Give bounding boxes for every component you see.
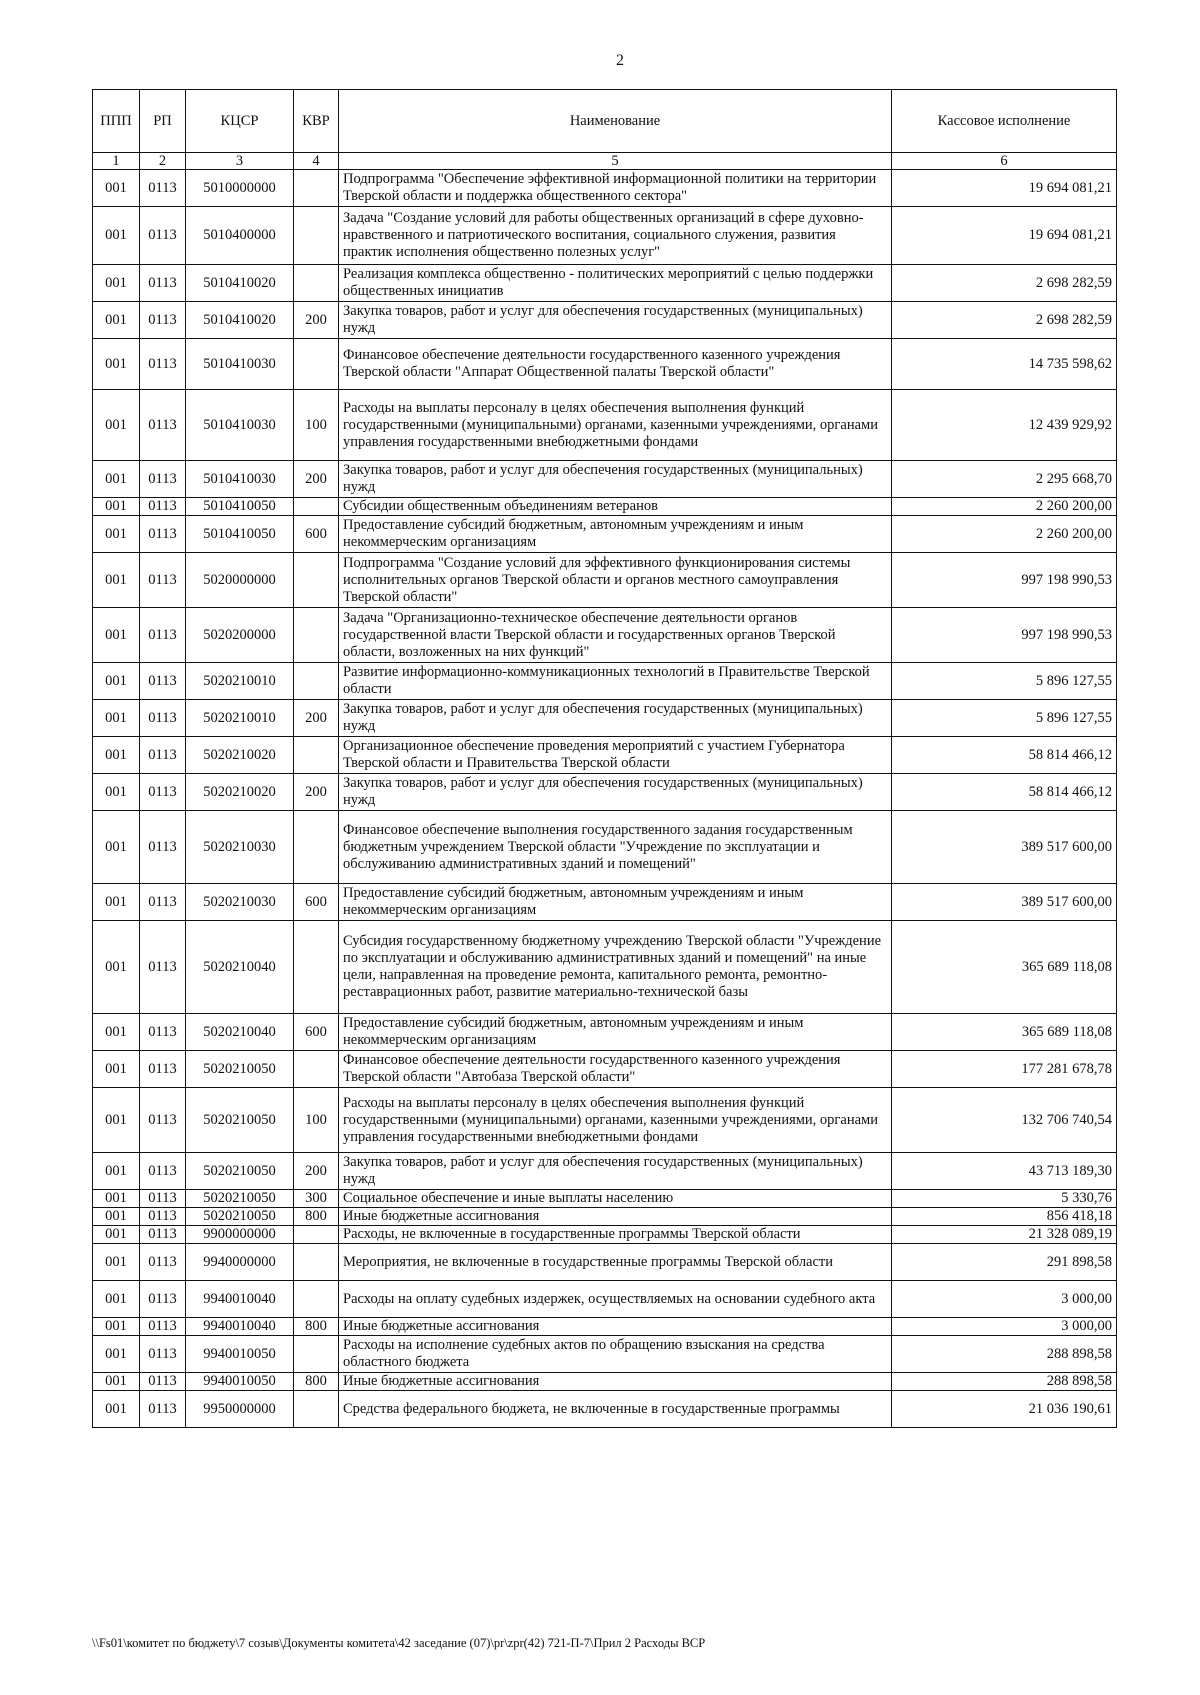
- row-amount-cell: 58 814 466,12: [892, 774, 1117, 811]
- row-kvr-cell: [294, 737, 339, 774]
- row-ppp-cell: 001: [93, 737, 140, 774]
- table-row: [93, 516, 1117, 553]
- row-kcsr-cell: 5020210040: [186, 921, 294, 1014]
- row-ppp-cell: 001: [93, 884, 140, 921]
- column-number: 5: [339, 153, 892, 170]
- row-amount-cell: 2 295 668,70: [892, 461, 1117, 498]
- row-kcsr-cell: 5020200000: [186, 608, 294, 663]
- row-ppp-cell: 001: [93, 608, 140, 663]
- table-row: [93, 390, 1117, 461]
- row-name-cell: Социальное обеспечение и иные выплаты населению: [339, 1190, 892, 1208]
- row-name-cell: Финансовое обеспечение выполнения государственного задания государственным бюджетным учреждением Тверской области "Учреждение по эксплуатации и обслуживанию административных зданий и помещений": [339, 811, 892, 884]
- table-row: [93, 1336, 1117, 1373]
- row-kcsr-cell: 5020210050: [186, 1208, 294, 1226]
- row-name-cell: Средства федерального бюджета, не включенные в государственные программы: [339, 1391, 892, 1428]
- table-row: [93, 461, 1117, 498]
- row-kvr-cell: [294, 1226, 339, 1244]
- row-amount-cell: 365 689 118,08: [892, 1014, 1117, 1051]
- row-name-cell: Предоставление субсидий бюджетным, автономным учреждениям и иным некоммерческим организациям: [339, 516, 892, 553]
- row-kvr-cell: 200: [294, 1153, 339, 1190]
- row-kcsr-cell: 5020210050: [186, 1051, 294, 1088]
- row-rp-cell: 0113: [140, 1153, 186, 1190]
- table-row: [93, 302, 1117, 339]
- row-ppp-cell: 001: [93, 921, 140, 1014]
- row-kcsr-cell: 5020210030: [186, 811, 294, 884]
- row-kcsr-cell: 9940010050: [186, 1373, 294, 1391]
- row-rp-cell: 0113: [140, 1088, 186, 1153]
- page-number: 2: [616, 52, 624, 69]
- row-ppp-cell: 001: [93, 1051, 140, 1088]
- row-name-cell: Расходы на выплаты персоналу в целях обеспечения выполнения функций государственными (муниципальными) органами, казенными учреждениями, органами управления государственными внебюджетными фондами: [339, 1088, 892, 1153]
- row-kvr-cell: [294, 1391, 339, 1428]
- row-kcsr-cell: 5020210010: [186, 700, 294, 737]
- row-rp-cell: 0113: [140, 774, 186, 811]
- row-ppp-cell: 001: [93, 1318, 140, 1336]
- row-kvr-cell: [294, 265, 339, 302]
- row-rp-cell: 0113: [140, 516, 186, 553]
- column-number: 4: [294, 153, 339, 170]
- row-kcsr-cell: 9940000000: [186, 1244, 294, 1281]
- row-name-cell: Закупка товаров, работ и услуг для обеспечения государственных (муниципальных) нужд: [339, 1153, 892, 1190]
- row-amount-cell: 14 735 598,62: [892, 339, 1117, 390]
- row-ppp-cell: 001: [93, 1153, 140, 1190]
- row-ppp-cell: 001: [93, 1391, 140, 1428]
- table-row: [93, 1088, 1117, 1153]
- row-kcsr-cell: 5010410050: [186, 516, 294, 553]
- header-amount: Кассовое исполнение: [892, 90, 1117, 153]
- row-kcsr-cell: 9940010040: [186, 1318, 294, 1336]
- row-name-cell: Развитие информационно-коммуникационных технологий в Правительстве Тверской области: [339, 663, 892, 700]
- row-ppp-cell: 001: [93, 302, 140, 339]
- table-row: [93, 1226, 1117, 1244]
- row-name-cell: Финансовое обеспечение деятельности государственного казенного учреждения Тверской области "Автобаза Тверской области": [339, 1051, 892, 1088]
- row-amount-cell: 997 198 990,53: [892, 608, 1117, 663]
- row-kvr-cell: [294, 553, 339, 608]
- file-path-footer: \\Fs01\комитет по бюджету\7 созыв\Документы комитета\42 заседание (07)\pr\zpr(42) 721-П-7\Прил 2 Расходы ВСР: [92, 1636, 706, 1650]
- row-kcsr-cell: 5020210020: [186, 737, 294, 774]
- row-amount-cell: 856 418,18: [892, 1208, 1117, 1226]
- row-kcsr-cell: 5020210040: [186, 1014, 294, 1051]
- row-kvr-cell: 300: [294, 1190, 339, 1208]
- row-name-cell: Мероприятия, не включенные в государственные программы Тверской области: [339, 1244, 892, 1281]
- row-kvr-cell: 100: [294, 1088, 339, 1153]
- row-ppp-cell: 001: [93, 390, 140, 461]
- row-amount-cell: 2 698 282,59: [892, 302, 1117, 339]
- row-amount-cell: 5 330,76: [892, 1190, 1117, 1208]
- row-rp-cell: 0113: [140, 339, 186, 390]
- row-name-cell: Подпрограмма "Создание условий для эффективного функционирования системы исполнительных органов Тверской области и органов местного самоуправления Тверской области": [339, 553, 892, 608]
- row-ppp-cell: 001: [93, 339, 140, 390]
- row-amount-cell: 288 898,58: [892, 1373, 1117, 1391]
- table-row: [93, 1051, 1117, 1088]
- table-row: [93, 884, 1117, 921]
- table-row: [93, 737, 1117, 774]
- row-rp-cell: 0113: [140, 1336, 186, 1373]
- row-ppp-cell: 001: [93, 700, 140, 737]
- row-amount-cell: 21 036 190,61: [892, 1391, 1117, 1428]
- table-row: [93, 265, 1117, 302]
- header-row: [93, 90, 1117, 153]
- row-kvr-cell: 200: [294, 461, 339, 498]
- row-name-cell: Иные бюджетные ассигнования: [339, 1208, 892, 1226]
- row-kvr-cell: [294, 1051, 339, 1088]
- row-amount-cell: 19 694 081,21: [892, 170, 1117, 207]
- row-ppp-cell: 001: [93, 663, 140, 700]
- table-row: [93, 1190, 1117, 1208]
- row-rp-cell: 0113: [140, 498, 186, 516]
- row-kvr-cell: [294, 1244, 339, 1281]
- row-kcsr-cell: 5020210050: [186, 1153, 294, 1190]
- row-amount-cell: 389 517 600,00: [892, 811, 1117, 884]
- table-row: [93, 811, 1117, 884]
- row-name-cell: Иные бюджетные ассигнования: [339, 1318, 892, 1336]
- row-name-cell: Закупка товаров, работ и услуг для обеспечения государственных (муниципальных) нужд: [339, 461, 892, 498]
- row-kcsr-cell: 5010400000: [186, 207, 294, 265]
- row-name-cell: Закупка товаров, работ и услуг для обеспечения государственных (муниципальных) нужд: [339, 302, 892, 339]
- row-amount-cell: 132 706 740,54: [892, 1088, 1117, 1153]
- row-ppp-cell: 001: [93, 516, 140, 553]
- table-row: [93, 339, 1117, 390]
- table-row: [93, 498, 1117, 516]
- row-ppp-cell: 001: [93, 811, 140, 884]
- row-kcsr-cell: 5010410030: [186, 461, 294, 498]
- row-name-cell: Иные бюджетные ассигнования: [339, 1373, 892, 1391]
- table-row: [93, 774, 1117, 811]
- row-kvr-cell: 800: [294, 1318, 339, 1336]
- row-kvr-cell: [294, 1281, 339, 1318]
- row-kvr-cell: [294, 921, 339, 1014]
- row-rp-cell: 0113: [140, 553, 186, 608]
- row-rp-cell: 0113: [140, 1318, 186, 1336]
- row-name-cell: Расходы на исполнение судебных актов по обращению взыскания на средства областного бюджета: [339, 1336, 892, 1373]
- row-kvr-cell: [294, 608, 339, 663]
- row-name-cell: Подпрограмма "Обеспечение эффективной информационной политики на территории Тверской области и поддержка общественного сектора": [339, 170, 892, 207]
- row-ppp-cell: 001: [93, 553, 140, 608]
- row-kvr-cell: [294, 811, 339, 884]
- table-row: [93, 1244, 1117, 1281]
- row-amount-cell: 365 689 118,08: [892, 921, 1117, 1014]
- row-kcsr-cell: 5010410030: [186, 390, 294, 461]
- row-amount-cell: 389 517 600,00: [892, 884, 1117, 921]
- row-rp-cell: 0113: [140, 1391, 186, 1428]
- row-kcsr-cell: 5020210020: [186, 774, 294, 811]
- row-rp-cell: 0113: [140, 884, 186, 921]
- row-kcsr-cell: 5020210050: [186, 1190, 294, 1208]
- table-body: [93, 170, 1117, 1428]
- row-name-cell: Задача "Организационно-техническое обеспечение деятельности органов государственной власти Тверской области и государственных органов Тверской области, возложенных на них функций": [339, 608, 892, 663]
- row-amount-cell: 291 898,58: [892, 1244, 1117, 1281]
- row-rp-cell: 0113: [140, 461, 186, 498]
- row-rp-cell: 0113: [140, 207, 186, 265]
- table-row: [93, 663, 1117, 700]
- row-ppp-cell: 001: [93, 1088, 140, 1153]
- row-name-cell: Расходы на оплату судебных издержек, осуществляемых на основании судебного акта: [339, 1281, 892, 1318]
- row-kcsr-cell: 9940010050: [186, 1336, 294, 1373]
- row-rp-cell: 0113: [140, 608, 186, 663]
- row-ppp-cell: 001: [93, 1226, 140, 1244]
- row-name-cell: Закупка товаров, работ и услуг для обеспечения государственных (муниципальных) нужд: [339, 700, 892, 737]
- table-row: [93, 170, 1117, 207]
- row-ppp-cell: 001: [93, 498, 140, 516]
- row-amount-cell: 3 000,00: [892, 1281, 1117, 1318]
- row-amount-cell: 19 694 081,21: [892, 207, 1117, 265]
- column-number: 3: [186, 153, 294, 170]
- row-kcsr-cell: 5010410020: [186, 302, 294, 339]
- row-kvr-cell: [294, 663, 339, 700]
- row-kvr-cell: 200: [294, 700, 339, 737]
- row-amount-cell: 58 814 466,12: [892, 737, 1117, 774]
- row-amount-cell: 288 898,58: [892, 1336, 1117, 1373]
- row-kcsr-cell: 5010410020: [186, 265, 294, 302]
- row-amount-cell: 3 000,00: [892, 1318, 1117, 1336]
- row-rp-cell: 0113: [140, 1208, 186, 1226]
- budget-table: [92, 89, 1117, 1428]
- row-rp-cell: 0113: [140, 1014, 186, 1051]
- row-amount-cell: 997 198 990,53: [892, 553, 1117, 608]
- header-ppp: ППП: [93, 90, 140, 153]
- table-row: [93, 921, 1117, 1014]
- column-number: 6: [892, 153, 1117, 170]
- row-rp-cell: 0113: [140, 1226, 186, 1244]
- row-kcsr-cell: 9940010040: [186, 1281, 294, 1318]
- row-name-cell: Предоставление субсидий бюджетным, автономным учреждениям и иным некоммерческим организациям: [339, 1014, 892, 1051]
- row-ppp-cell: 001: [93, 1208, 140, 1226]
- table-row: [93, 1281, 1117, 1318]
- row-name-cell: Субсидия государственному бюджетному учреждению Тверской области "Учреждение по эксплуатации и обслуживанию административных зданий и помещений" на иные цели, направленная на проведение ремонта, капитального ремонта, ремонтно-реставрационных работ, развитие материально-технической базы: [339, 921, 892, 1014]
- table-row: [93, 1208, 1117, 1226]
- row-ppp-cell: 001: [93, 1373, 140, 1391]
- row-ppp-cell: 001: [93, 1014, 140, 1051]
- column-number: 2: [140, 153, 186, 170]
- row-rp-cell: 0113: [140, 663, 186, 700]
- table-row: [93, 1318, 1117, 1336]
- table-row: [93, 553, 1117, 608]
- row-name-cell: Расходы, не включенные в государственные программы Тверской области: [339, 1226, 892, 1244]
- row-amount-cell: 43 713 189,30: [892, 1153, 1117, 1190]
- row-rp-cell: 0113: [140, 1244, 186, 1281]
- row-ppp-cell: 001: [93, 1244, 140, 1281]
- row-rp-cell: 0113: [140, 390, 186, 461]
- row-name-cell: Организационное обеспечение проведения мероприятий с участием Губернатора Тверской области и Правительства Тверской области: [339, 737, 892, 774]
- row-kcsr-cell: 9900000000: [186, 1226, 294, 1244]
- row-rp-cell: 0113: [140, 700, 186, 737]
- row-name-cell: Задача "Создание условий для работы общественных организаций в сфере духовно-нравственного и патриотического воспитания, социального служения, развития практик исполнения общественно полезных услуг": [339, 207, 892, 265]
- row-kvr-cell: [294, 339, 339, 390]
- row-rp-cell: 0113: [140, 302, 186, 339]
- row-amount-cell: 2 260 200,00: [892, 516, 1117, 553]
- row-kvr-cell: 100: [294, 390, 339, 461]
- row-ppp-cell: 001: [93, 1281, 140, 1318]
- table-row: [93, 1373, 1117, 1391]
- row-amount-cell: 5 896 127,55: [892, 663, 1117, 700]
- row-rp-cell: 0113: [140, 265, 186, 302]
- row-kcsr-cell: 5010410050: [186, 498, 294, 516]
- row-kvr-cell: [294, 207, 339, 265]
- row-kcsr-cell: 5020210030: [186, 884, 294, 921]
- row-ppp-cell: 001: [93, 774, 140, 811]
- row-rp-cell: 0113: [140, 170, 186, 207]
- row-amount-cell: 12 439 929,92: [892, 390, 1117, 461]
- header-kvr: КВР: [294, 90, 339, 153]
- row-name-cell: Финансовое обеспечение деятельности государственного казенного учреждения Тверской области "Аппарат Общественной палаты Тверской области": [339, 339, 892, 390]
- row-amount-cell: 21 328 089,19: [892, 1226, 1117, 1244]
- row-name-cell: Субсидии общественным объединениям ветеранов: [339, 498, 892, 516]
- row-kvr-cell: 600: [294, 884, 339, 921]
- row-kcsr-cell: 5010410030: [186, 339, 294, 390]
- row-amount-cell: 177 281 678,78: [892, 1051, 1117, 1088]
- row-rp-cell: 0113: [140, 1373, 186, 1391]
- row-kvr-cell: 800: [294, 1373, 339, 1391]
- table-row: [93, 1153, 1117, 1190]
- table-row: [93, 207, 1117, 265]
- row-amount-cell: 2 698 282,59: [892, 265, 1117, 302]
- table-row: [93, 700, 1117, 737]
- row-kvr-cell: [294, 1336, 339, 1373]
- row-rp-cell: 0113: [140, 1051, 186, 1088]
- header-rp: РП: [140, 90, 186, 153]
- column-number: 1: [93, 153, 140, 170]
- row-amount-cell: 5 896 127,55: [892, 700, 1117, 737]
- row-kvr-cell: [294, 498, 339, 516]
- table-row: [93, 608, 1117, 663]
- row-kcsr-cell: 9950000000: [186, 1391, 294, 1428]
- row-kvr-cell: 600: [294, 1014, 339, 1051]
- row-ppp-cell: 001: [93, 461, 140, 498]
- row-kcsr-cell: 5020210010: [186, 663, 294, 700]
- row-kcsr-cell: 5020210050: [186, 1088, 294, 1153]
- row-name-cell: Предоставление субсидий бюджетным, автономным учреждениям и иным некоммерческим организациям: [339, 884, 892, 921]
- row-rp-cell: 0113: [140, 737, 186, 774]
- row-rp-cell: 0113: [140, 921, 186, 1014]
- header-name: Наименование: [339, 90, 892, 153]
- row-kvr-cell: 200: [294, 774, 339, 811]
- row-kvr-cell: 200: [294, 302, 339, 339]
- column-number-row: [93, 153, 1117, 170]
- row-amount-cell: 2 260 200,00: [892, 498, 1117, 516]
- row-kvr-cell: 600: [294, 516, 339, 553]
- row-ppp-cell: 001: [93, 170, 140, 207]
- row-ppp-cell: 001: [93, 1336, 140, 1373]
- row-kvr-cell: 800: [294, 1208, 339, 1226]
- row-ppp-cell: 001: [93, 1190, 140, 1208]
- row-name-cell: Закупка товаров, работ и услуг для обеспечения государственных (муниципальных) нужд: [339, 774, 892, 811]
- table-row: [93, 1014, 1117, 1051]
- row-rp-cell: 0113: [140, 811, 186, 884]
- header-kcsr: КЦСР: [186, 90, 294, 153]
- row-kcsr-cell: 5010000000: [186, 170, 294, 207]
- row-name-cell: Реализация комплекса общественно - политических мероприятий с целью поддержки общественных инициатив: [339, 265, 892, 302]
- row-rp-cell: 0113: [140, 1281, 186, 1318]
- row-ppp-cell: 001: [93, 265, 140, 302]
- row-kcsr-cell: 5020000000: [186, 553, 294, 608]
- row-kvr-cell: [294, 170, 339, 207]
- row-ppp-cell: 001: [93, 207, 140, 265]
- row-name-cell: Расходы на выплаты персоналу в целях обеспечения выполнения функций государственными (муниципальными) органами, казенными учреждениями, органами управления государственными внебюджетными фондами: [339, 390, 892, 461]
- row-rp-cell: 0113: [140, 1190, 186, 1208]
- table-row: [93, 1391, 1117, 1428]
